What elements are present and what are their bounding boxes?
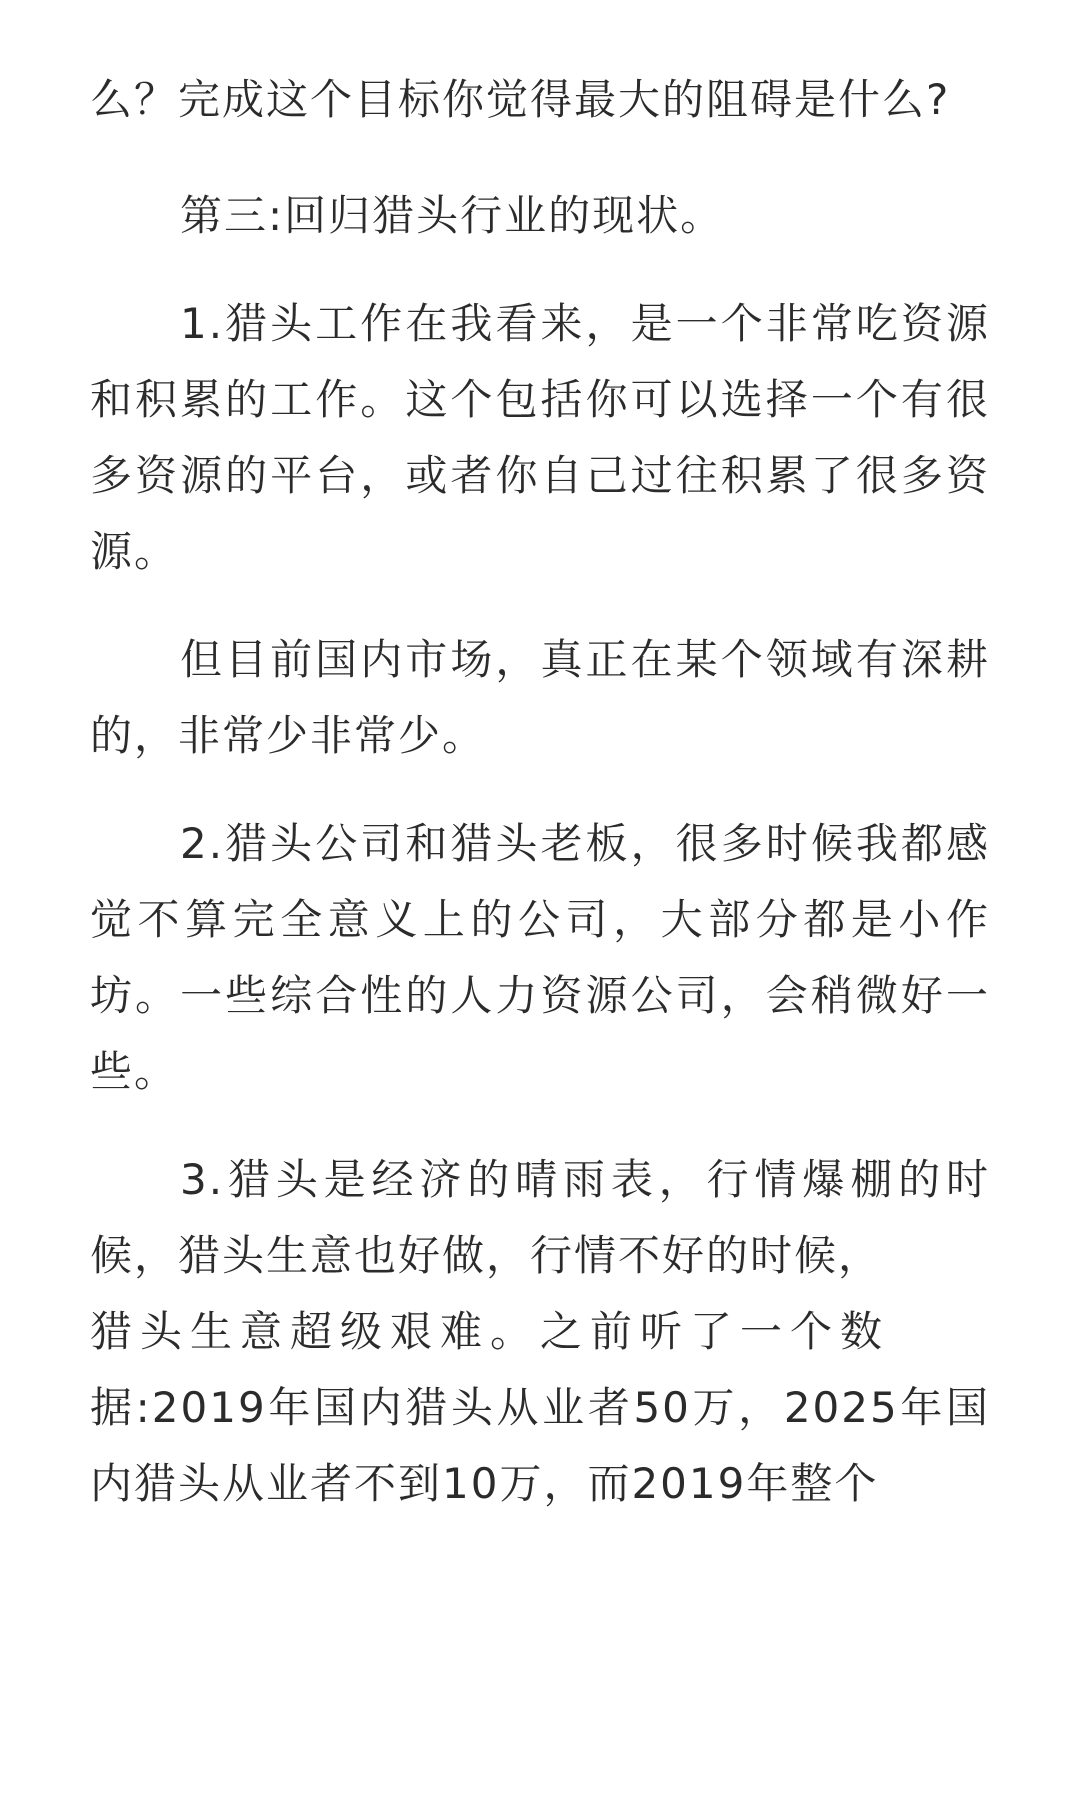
paragraph-point-2: 2.猎头公司和猎头老板，很多时候我都感觉不算完全意义上的公司，大部分都是小作坊。一些综合性的人力资源公司，会稍微好一些。 — [90, 819, 990, 1096]
paragraph-intro-end: 么？完成这个目标你觉得最大的阻碍是什么? — [90, 75, 951, 124]
paragraph-point-1: 1.猎头工作在我看来，是一个非常吃资源和积累的工作。这个包括你可以选择一个有很多资源的平台，或者你自己过往积累了很多资源。 — [90, 299, 990, 576]
paragraph-point-3-line: 据:2019年国内猎头从业者50万，2025年国内猎头从业者不到10万，而2019年整个 — [90, 1383, 990, 1508]
paragraph-point-3-line: 3.猎头是经济的晴雨表，行情爆棚的时候，猎头生意也好做，行情不好的时候， — [90, 1155, 990, 1280]
paragraph-point-3 — [90, 1142, 990, 1522]
paragraph-point-1-followup: 但目前国内市场，真正在某个领域有深耕的，非常少非常少。 — [90, 635, 990, 760]
section-heading: 第三:回归猎头行业的现状。 — [180, 191, 725, 240]
paragraph-point-3-line: 猎头生意超级艰难。之前听了一个数 — [90, 1307, 891, 1356]
article-body — [90, 62, 990, 1522]
